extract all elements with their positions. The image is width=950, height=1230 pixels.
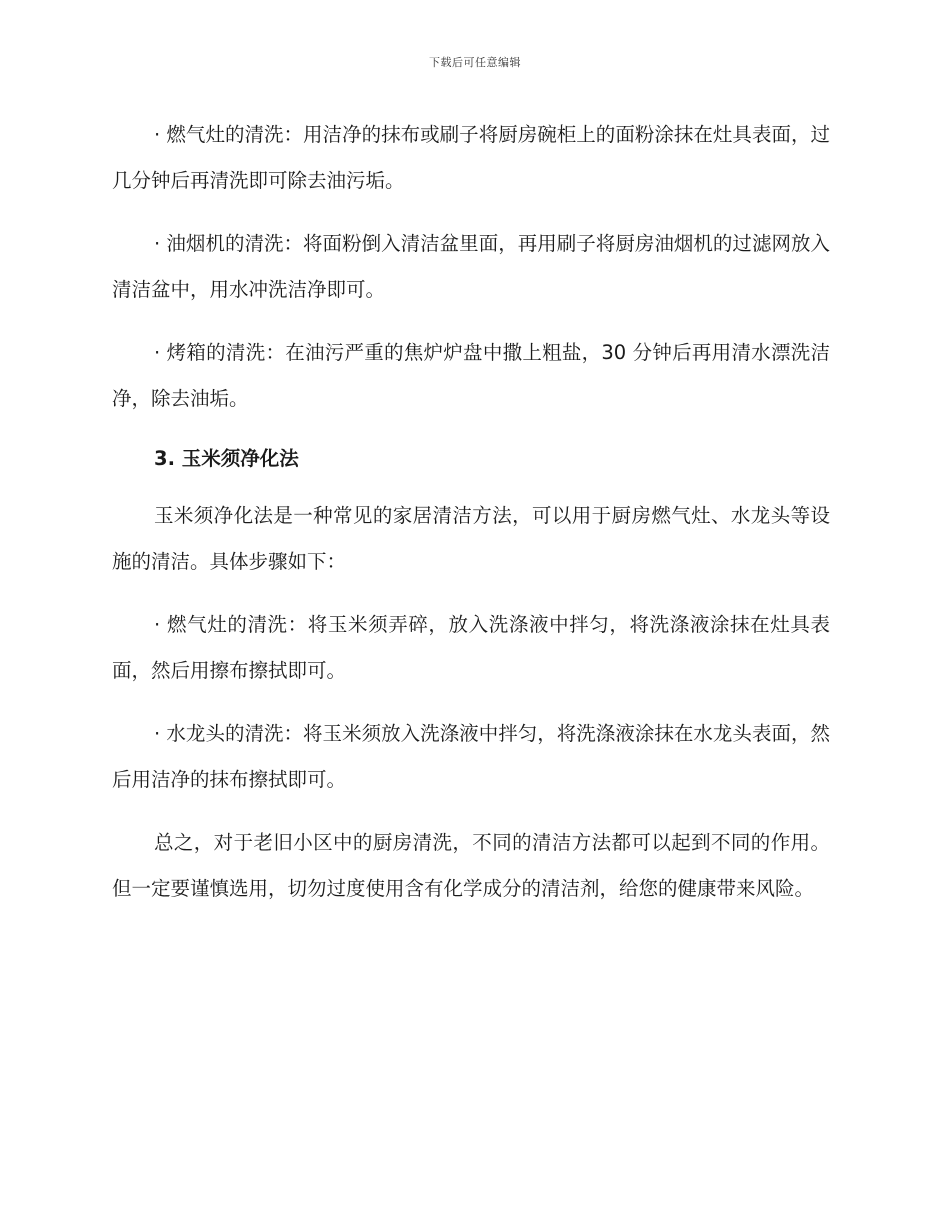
document-body xyxy=(112,112,830,929)
section-intro-paragraph: 玉米须净化法是一种常见的家居清洁方法，可以用于厨房燃气灶、水龙头等设施的清洁。具体步骤如下： xyxy=(112,504,830,573)
bullet-gas-stove-corn-silk: · 燃气灶的清洗：将玉米须弄碎，放入洗涤液中拌匀，将洗涤液涂抹在灶具表面，然后用擦布擦拭即可。 xyxy=(112,613,830,682)
section-heading-corn-silk: 3. 玉米须净化法 xyxy=(154,447,299,470)
bullet-range-hood-flour: · 油烟机的清洗：将面粉倒入清洁盆里面，再用刷子将厨房油烟机的过滤网放入清洁盆中，用水冲洗洁净即可。 xyxy=(112,232,830,301)
bullet-gas-stove-flour: · 燃气灶的清洗：用洁净的抹布或刷子将厨房碗柜上的面粉涂抹在灶具表面，过几分钟后再清洗即可除去油污垢。 xyxy=(112,123,830,192)
header-note: 下载后可任意编辑 xyxy=(429,56,521,69)
bullet-faucet-corn-silk: · 水龙头的清洗：将玉米须放入洗涤液中拌匀，将洗涤液涂抹在水龙头表面，然后用洁净的抹布擦拭即可。 xyxy=(112,722,830,791)
bullet-oven-salt: · 烤箱的清洗：在油污严重的焦炉炉盘中撒上粗盐，30 分钟后再用清水漂洗洁净，除去油垢。 xyxy=(112,341,830,410)
conclusion-paragraph: 总之，对于老旧小区中的厨房清洗，不同的清洁方法都可以起到不同的作用。但一定要谨慎选用，切勿过度使用含有化学成分的清洁剂，给您的健康带来风险。 xyxy=(112,831,830,900)
